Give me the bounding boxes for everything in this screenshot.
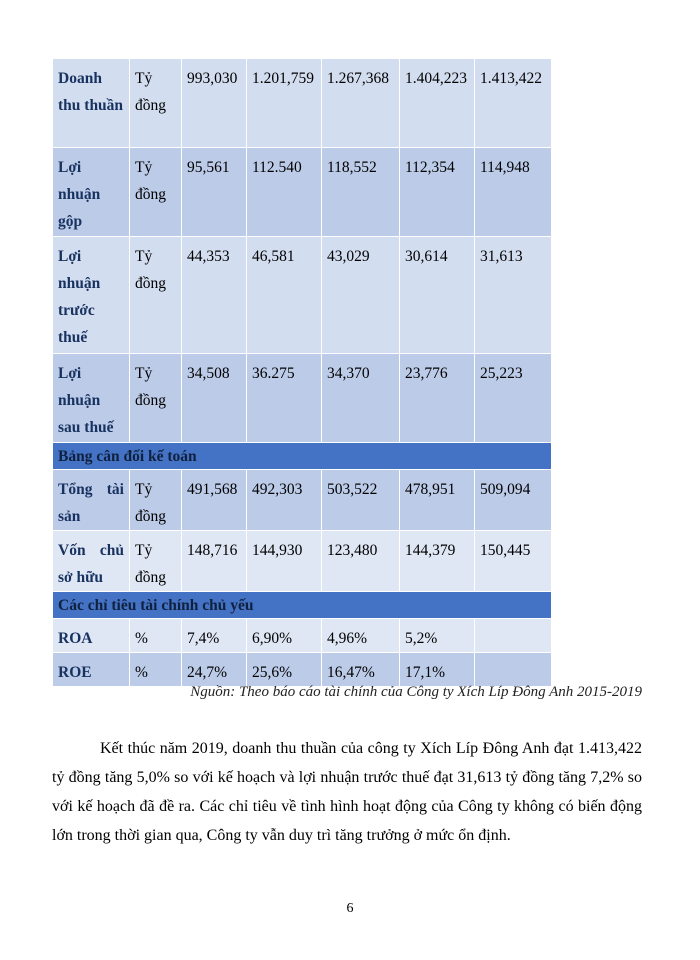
- value-cell: 17,1%: [400, 653, 475, 687]
- unit-cell: Tỷ đồng: [130, 59, 182, 148]
- value-cell: 24,7%: [182, 653, 247, 687]
- row-label: Vốn chủ sở hữu: [53, 531, 130, 592]
- value-cell: 112.540: [247, 148, 322, 237]
- row-label: Doanh thu thuần: [53, 59, 130, 148]
- row-label: ROE: [53, 653, 130, 687]
- unit-cell: %: [130, 619, 182, 653]
- value-cell: 25,223: [475, 354, 552, 443]
- value-cell: 993,030: [182, 59, 247, 148]
- table-source-note: Nguồn: Theo báo cáo tài chính của Công ty Xích Líp Đông Anh 2015-2019: [190, 684, 642, 700]
- value-cell: 7,4%: [182, 619, 247, 653]
- value-cell: 16,47%: [322, 653, 400, 687]
- row-label: Lợi nhuận trước thuế: [53, 237, 130, 354]
- value-cell: 1.201,759: [247, 59, 322, 148]
- unit-cell: Tỷ đồng: [130, 531, 182, 592]
- value-cell: 150,445: [475, 531, 552, 592]
- value-cell: 478,951: [400, 470, 475, 531]
- financial-table: [52, 58, 552, 687]
- value-cell: 491,568: [182, 470, 247, 531]
- table-row: [53, 653, 552, 687]
- unit-cell: Tỷ đồng: [130, 354, 182, 443]
- value-cell: 123,480: [322, 531, 400, 592]
- value-cell: 1.404,223: [400, 59, 475, 148]
- unit-cell: Tỷ đồng: [130, 470, 182, 531]
- value-cell: 30,614: [400, 237, 475, 354]
- value-cell: 112,354: [400, 148, 475, 237]
- page-number: 6: [346, 901, 354, 916]
- value-cell: 36.275: [247, 354, 322, 443]
- value-cell: 114,948: [475, 148, 552, 237]
- value-cell: 5,2%: [400, 619, 475, 653]
- row-label: Lợi nhuận gộp: [53, 148, 130, 237]
- value-cell: 144,379: [400, 531, 475, 592]
- value-cell: 144,930: [247, 531, 322, 592]
- value-cell: 509,094: [475, 470, 552, 531]
- section-header-row: [53, 443, 552, 470]
- table-row: [53, 470, 552, 531]
- value-cell: 118,552: [322, 148, 400, 237]
- row-label: Tổng tài sản: [53, 470, 130, 531]
- value-cell: 503,522: [322, 470, 400, 531]
- table-row: [53, 531, 552, 592]
- table-row: [53, 237, 552, 354]
- value-cell: 492,303: [247, 470, 322, 531]
- value-cell: 31,613: [475, 237, 552, 354]
- row-label: Lợi nhuận sau thuế: [53, 354, 130, 443]
- value-cell: 44,353: [182, 237, 247, 354]
- section-header-row: [53, 592, 552, 619]
- body-paragraph: Kết thúc năm 2019, doanh thu thuần của công ty Xích Líp Đông Anh đạt 1.413,422 tỷ đồng tăng 5,0% so với kế hoạch và lợi nhuận trước thuế đạt 31,613 tỷ đồng tăng 7,2% so với kế hoạch đã đề ra. Các chỉ tiêu về tình hình hoạt động của Công ty không có biến động lớn trong thời gian qua, Công ty vẫn duy trì tăng trưởng ở mức ổn định.: [52, 740, 642, 844]
- table-row: [53, 59, 552, 148]
- value-cell: 23,776: [400, 354, 475, 443]
- unit-cell: Tỷ đồng: [130, 148, 182, 237]
- value-cell: 1.267,368: [322, 59, 400, 148]
- ratio-section-title: Các chỉ tiêu tài chính chủ yếu: [53, 592, 552, 619]
- value-cell: [475, 653, 552, 687]
- value-cell: 148,716: [182, 531, 247, 592]
- value-cell: [475, 619, 552, 653]
- table-row: [53, 354, 552, 443]
- value-cell: 4,96%: [322, 619, 400, 653]
- row-label: ROA: [53, 619, 130, 653]
- value-cell: 43,029: [322, 237, 400, 354]
- balance-section-title: Bảng cân đối kế toán: [53, 443, 552, 470]
- value-cell: 6,90%: [247, 619, 322, 653]
- value-cell: 1.413,422: [475, 59, 552, 148]
- value-cell: 46,581: [247, 237, 322, 354]
- value-cell: 95,561: [182, 148, 247, 237]
- table-row: [53, 619, 552, 653]
- table-row: [53, 148, 552, 237]
- unit-cell: %: [130, 653, 182, 687]
- unit-cell: Tỷ đồng: [130, 237, 182, 354]
- value-cell: 25,6%: [247, 653, 322, 687]
- value-cell: 34,508: [182, 354, 247, 443]
- value-cell: 34,370: [322, 354, 400, 443]
